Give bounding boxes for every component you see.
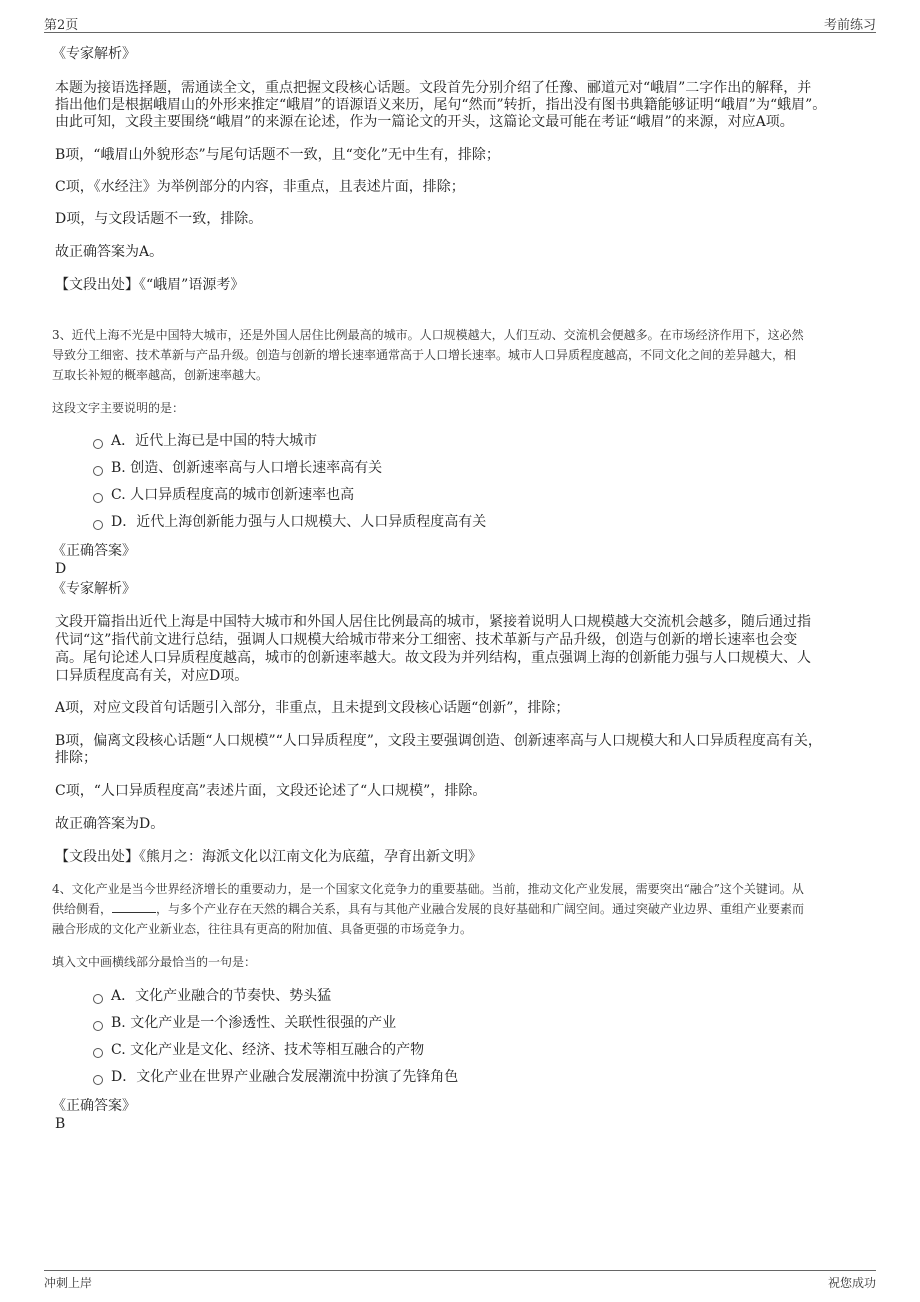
- option-label: C. 文化产业是文化、经济、技术等相互融合的产物: [111, 1042, 425, 1058]
- q4-answer: B: [55, 1116, 66, 1132]
- q3-conclusion: 故正确答案为D。: [55, 816, 165, 832]
- q3-analysis-label: 《专家解析》: [52, 581, 136, 597]
- radio-icon[interactable]: [93, 1048, 103, 1058]
- q4-stem-pre: 供给侧看，: [52, 902, 113, 916]
- q4-stem-line: [52, 900, 870, 918]
- option-label: D．近代上海创新能力强与人口规模大、人口异质程度高有关: [111, 514, 487, 530]
- q4-option-a[interactable]: [93, 988, 331, 1005]
- q4-stem-line: 融合形成的文化产业新业态，往往具有更高的附加值、具备更强的市场竞争力。: [52, 922, 473, 936]
- q3-option-b[interactable]: [93, 460, 382, 477]
- q2-analysis-line: 本题为接语选择题，需通读全文，重点把握文段核心话题。文段首先分别介绍了任豫、郦道元对“峨眉”二字作出的解释，并: [55, 80, 812, 96]
- q4-answer-label: 《正确答案》: [52, 1098, 136, 1114]
- q3-option-c[interactable]: [93, 487, 354, 504]
- q4-option-b[interactable]: [93, 1015, 396, 1032]
- q4-stem-post: ，与多个产业存在天然的耦合关系，具有与其他产业融合发展的良好基础和广阔空间。通过突破产业边界、重组产业要素而: [156, 902, 805, 916]
- radio-icon[interactable]: [93, 439, 103, 449]
- q3-analysis-line: 文段开篇指出近代上海是中国特大城市和外国人居住比例最高的城市，紧接着说明人口规模越大交流机会越多，随后通过指: [55, 614, 811, 630]
- q4-stem-line: 4、文化产业是当今世界经济增长的重要动力，是一个国家文化竞争力的重要基础。当前，推动文化产业发展，需要突出“融合”这个关键词。从: [52, 882, 804, 896]
- q3-prompt: 这段文字主要说明的是：: [52, 401, 185, 415]
- q3-analysis-c: C项，“人口异质程度高”表述片面，文段还论述了“人口规模”，排除。: [55, 783, 487, 799]
- q2-analysis-label: 《专家解析》: [52, 46, 136, 62]
- q3-stem-line: 3、近代上海不光是中国特大城市，还是外国人居住比例最高的城市。人口规模越大，人们互动、交流机会便越多。在市场经济作用下，这必然: [52, 328, 804, 342]
- q3-source: 【文段出处】《熊月之：海派文化以江南文化为底蕴，孕育出新文明》: [55, 849, 482, 865]
- option-label: D．文化产业在世界产业融合发展潮流中扮演了先锋角色: [111, 1069, 459, 1085]
- fill-blank: [112, 900, 156, 913]
- q3-analysis-b: B项，偏离文段核心话题“人口规模”“人口异质程度”，文段主要强调创造、创新速率高与人口规模大和人口异质程度高有关，: [55, 733, 822, 749]
- option-label: A．文化产业融合的节奏快、势头猛: [111, 988, 332, 1004]
- option-label: C. 人口异质程度高的城市创新速率也高: [111, 487, 355, 503]
- q2-analysis-line: 由此可知，文段主要围绕“峨眉”的来源在论述，作为一篇论文的开头，这篇论文最可能在考证“峨眉”的来源，对应A项。: [55, 114, 794, 130]
- q3-stem-line: 互取长补短的概率越高，创新速率越大。: [52, 368, 269, 382]
- q3-analysis-line: 口异质程度高有关，对应D项。: [55, 668, 249, 684]
- radio-icon[interactable]: [93, 1075, 103, 1085]
- radio-icon[interactable]: [93, 493, 103, 503]
- footer-left: 冲刺上岸: [44, 1276, 93, 1290]
- option-label: B. 创造、创新速率高与人口增长速率高有关: [111, 460, 383, 476]
- q2-analysis-line: 指出他们是根据峨眉山的外形来推定“峨眉”的语源语义来历，尾句“然而”转折，指出没有图书典籍能够证明“峨眉”为“蛾眉”。: [55, 97, 827, 113]
- q2-conclusion: 故正确答案为A。: [55, 244, 164, 260]
- option-label: B. 文化产业是一个渗透性、关联性很强的产业: [111, 1015, 397, 1031]
- radio-icon[interactable]: [93, 466, 103, 476]
- footer-right: 祝您成功: [827, 1276, 876, 1290]
- radio-icon[interactable]: [93, 1021, 103, 1031]
- option-label: A．近代上海已是中国的特大城市: [111, 433, 318, 449]
- q4-prompt: 填入文中画横线部分最恰当的一句是：: [52, 955, 257, 969]
- q2-analysis-d: D项，与文段话题不一致，排除。: [55, 211, 263, 227]
- q3-option-d[interactable]: [93, 514, 486, 531]
- radio-icon[interactable]: [93, 520, 103, 530]
- q4-option-c[interactable]: [93, 1042, 424, 1059]
- q2-source: 【文段出处】《“峨眉”语源考》: [55, 277, 245, 293]
- q3-analysis-line: 高。尾句论述人口异质程度越高，城市的创新速率越大。故文段为并列结构，重点强调上海的创新能力强与人口规模大、人: [55, 650, 811, 666]
- q2-analysis-c: C项，《水经注》为举例部分的内容，非重点，且表述片面，排除；: [55, 179, 465, 195]
- q3-analysis-a: A项，对应文段首句话题引入部分，非重点，且未提到文段核心话题“创新”，排除；: [55, 700, 570, 716]
- q3-stem-line: 导致分工细密、技术革新与产品升级。创造与创新的增长速率通常高于人口增长速率。城市人口异质程度越高，不同文化之间的差异越大，相: [52, 348, 797, 362]
- header-title: 考前练习: [823, 18, 876, 33]
- q3-analysis-line: 代词“这”指代前文进行总结，强调人口规模大给城市带来分工细密、技术革新与产品升级，创造与创新的增长速率也会变: [55, 632, 798, 648]
- radio-icon[interactable]: [93, 994, 103, 1004]
- page-number: 第2页: [44, 18, 79, 33]
- q3-answer: D: [55, 561, 67, 577]
- q3-analysis-b: 排除；: [55, 750, 97, 766]
- page-footer: [44, 1270, 876, 1297]
- page-header: [44, 10, 876, 33]
- q3-option-a[interactable]: [93, 433, 317, 450]
- q2-analysis-b: B项，“峨眉山外貌形态”与尾句话题不一致，且“变化”无中生有，排除；: [55, 147, 500, 163]
- q4-option-d[interactable]: [93, 1069, 458, 1086]
- q3-answer-label: 《正确答案》: [52, 543, 136, 559]
